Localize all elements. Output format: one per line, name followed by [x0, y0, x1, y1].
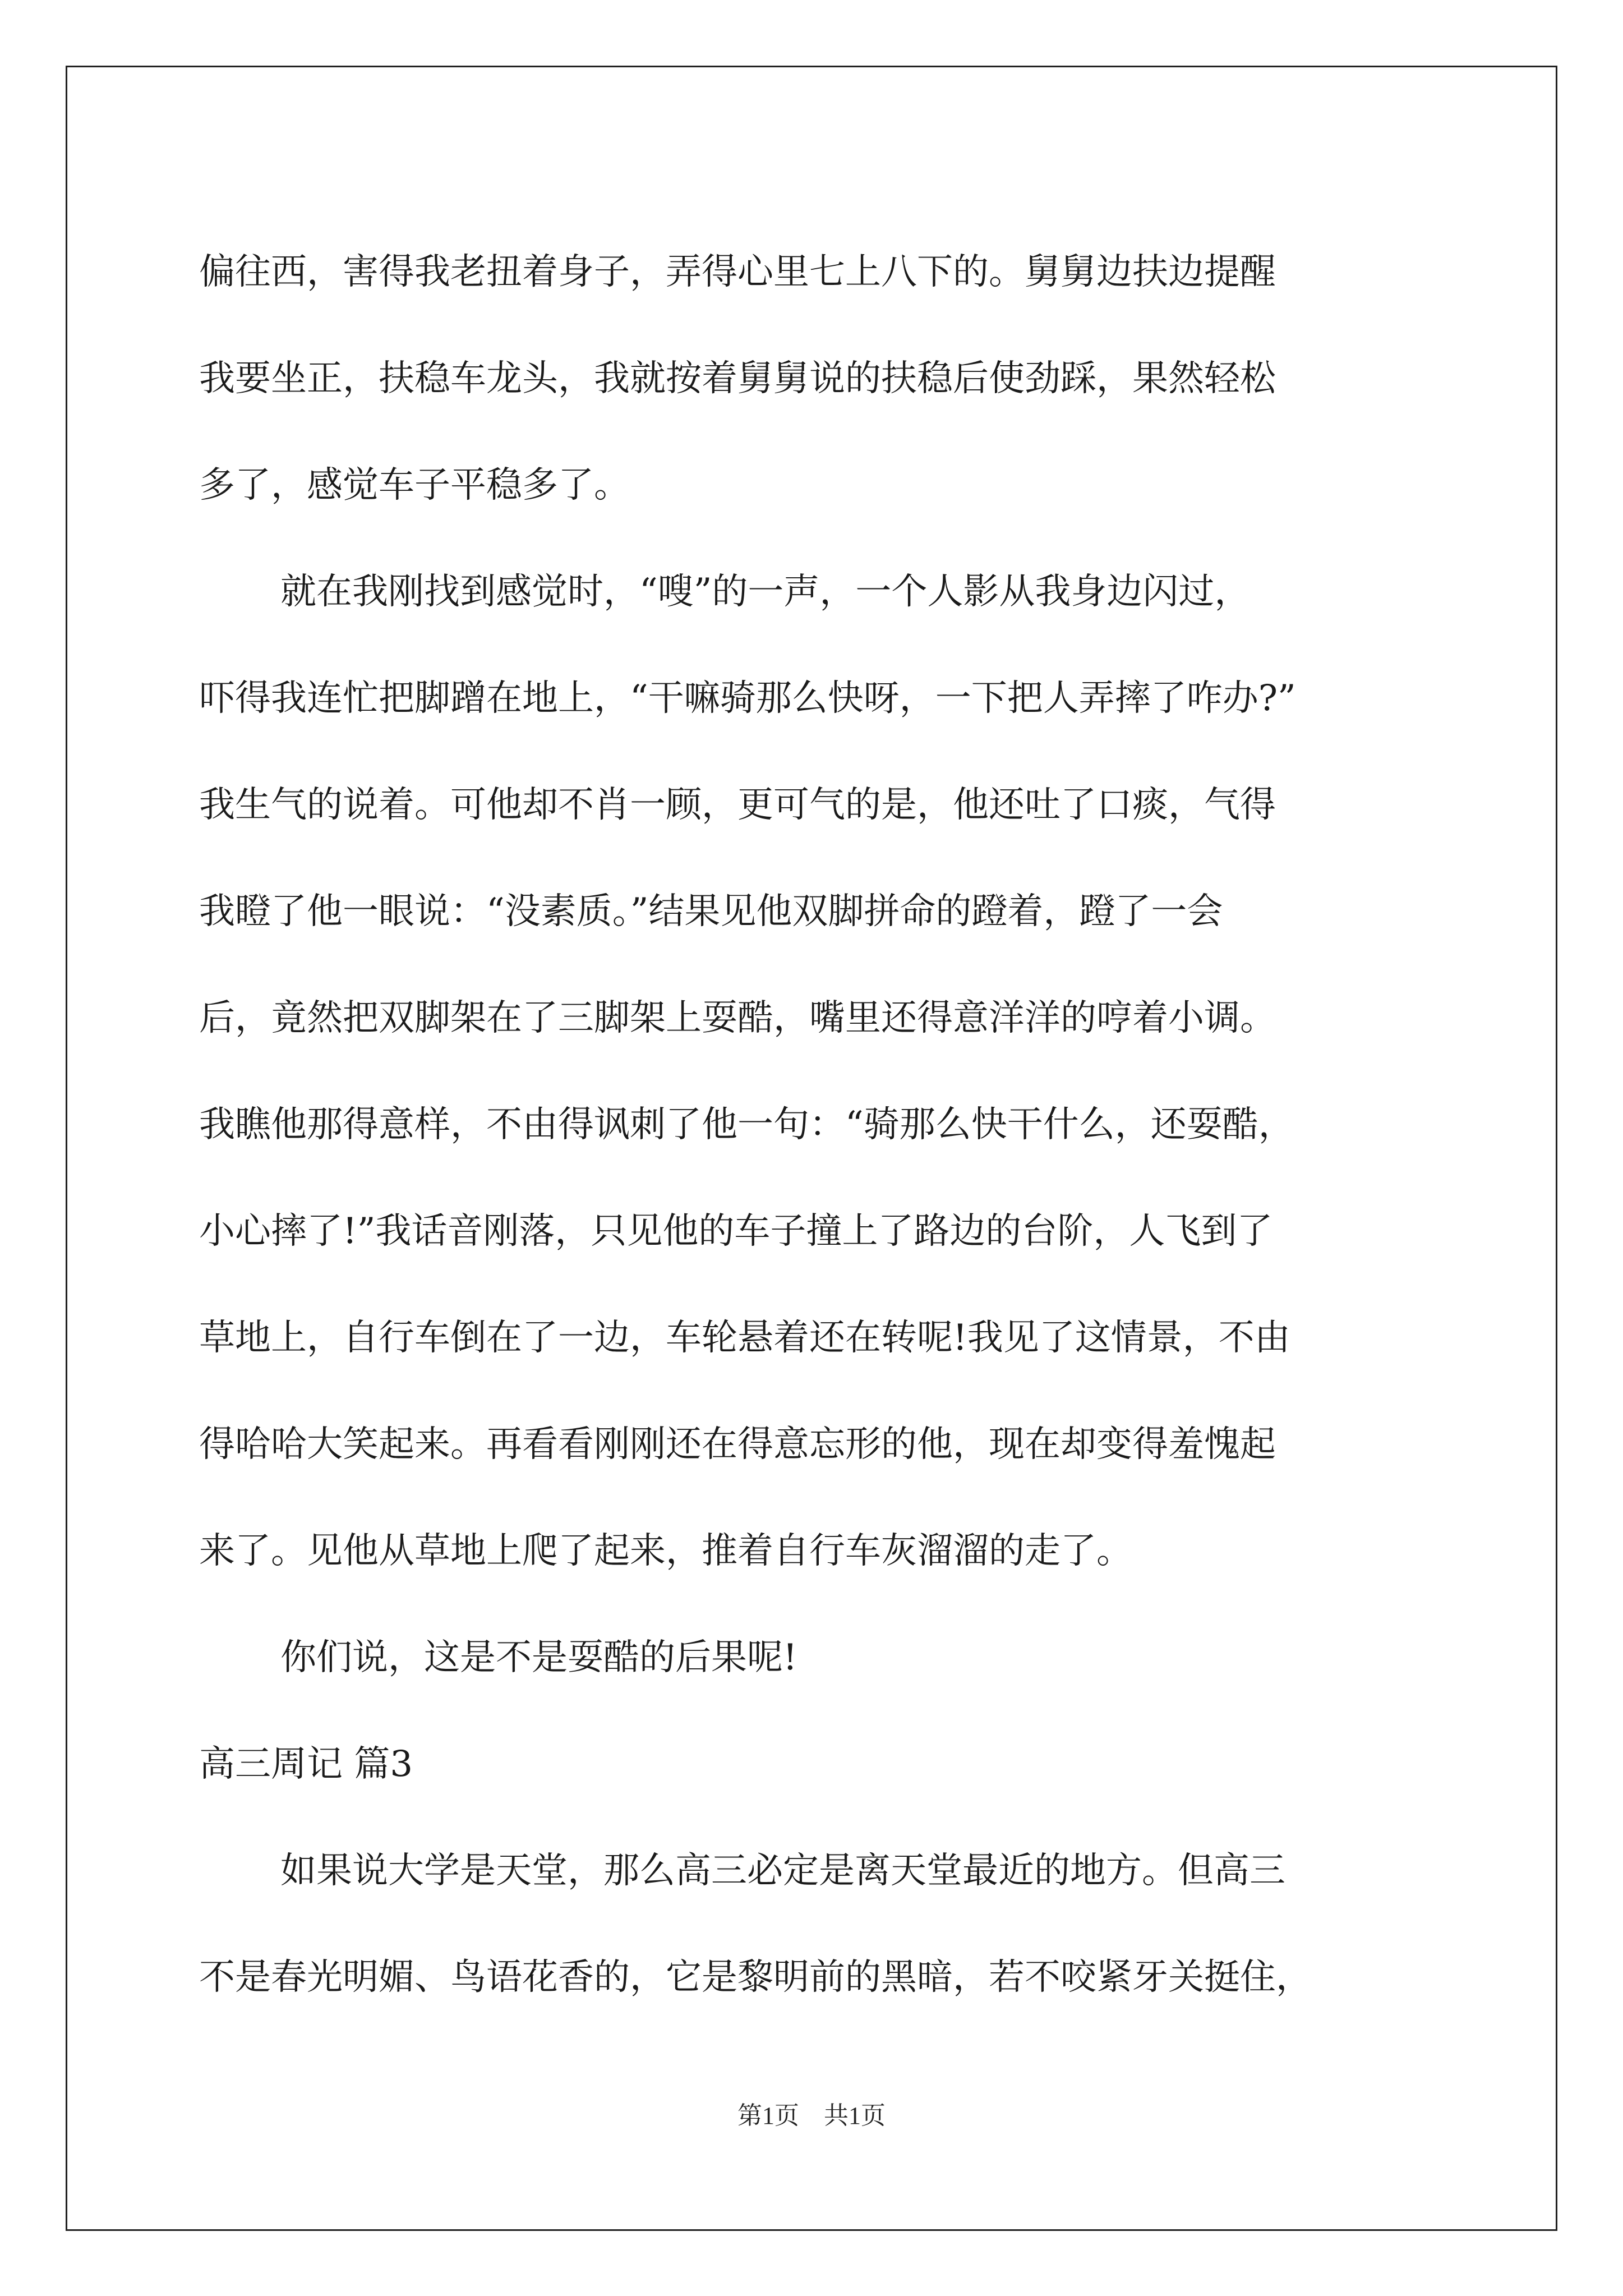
- text-line: 小心摔了!”我话音刚落，只见他的车子撞上了路边的台阶，人飞到了: [199, 1211, 1273, 1252]
- page-footer: 第1页 共1页: [737, 2102, 886, 2129]
- paragraph-start-line: 你们说，这是不是耍酷的后果呢!: [280, 1637, 797, 1678]
- text-line: 我瞧他那得意样，不由得讽刺了他一句：“骑那么快干什么，还耍酷，: [199, 1104, 1294, 1145]
- text-line: 得哈哈大笑起来。再看看刚刚还在得意忘形的他，现在却变得羞愧起: [199, 1424, 1276, 1465]
- text-line: 我生气的说着。可他却不肖一顾，更可气的是，他还吐了口痰，气得: [199, 784, 1276, 826]
- document-body: [199, 219, 1433, 2031]
- text-line: 我瞪了他一眼说：“没素质。”结果见他双脚拼命的蹬着，蹬了一会: [199, 891, 1223, 932]
- text-line: 后，竟然把双脚架在了三脚架上耍酷，嘴里还得意洋洋的哼着小调。: [199, 997, 1276, 1039]
- text-line: 偏往西，害得我老扭着身子，弄得心里七上八下的。舅舅边扶边提醒: [199, 251, 1276, 293]
- text-line: 吓得我连忙把脚蹭在地上，“干嘛骑那么快呀，一下把人弄摔了咋办?”: [199, 678, 1296, 719]
- text-line: 来了。见他从草地上爬了起来，推着自行车灰溜溜的走了。: [199, 1530, 1132, 1572]
- paragraph-start-line: 如果说大学是天堂，那么高三必定是离天堂最近的地方。但高三: [280, 1850, 1285, 1892]
- text-line: 不是春光明媚、鸟语花香的，它是黎明前的黑暗，若不咬紧牙关挺住，: [199, 1957, 1312, 1998]
- section-heading: 高三周记 篇3: [199, 1743, 413, 1785]
- paragraph-start-line: 就在我刚找到感觉时，“嗖”的一声，一个人影从我身边闪过，: [280, 571, 1251, 613]
- text-line: 草地上，自行车倒在了一边，车轮悬着还在转呢!我见了这情景，不由: [199, 1317, 1290, 1359]
- text-line: 多了，感觉车子平稳多了。: [199, 464, 630, 506]
- text-line: 我要坐正，扶稳车龙头，我就按着舅舅说的扶稳后使劲踩，果然轻松: [199, 358, 1276, 399]
